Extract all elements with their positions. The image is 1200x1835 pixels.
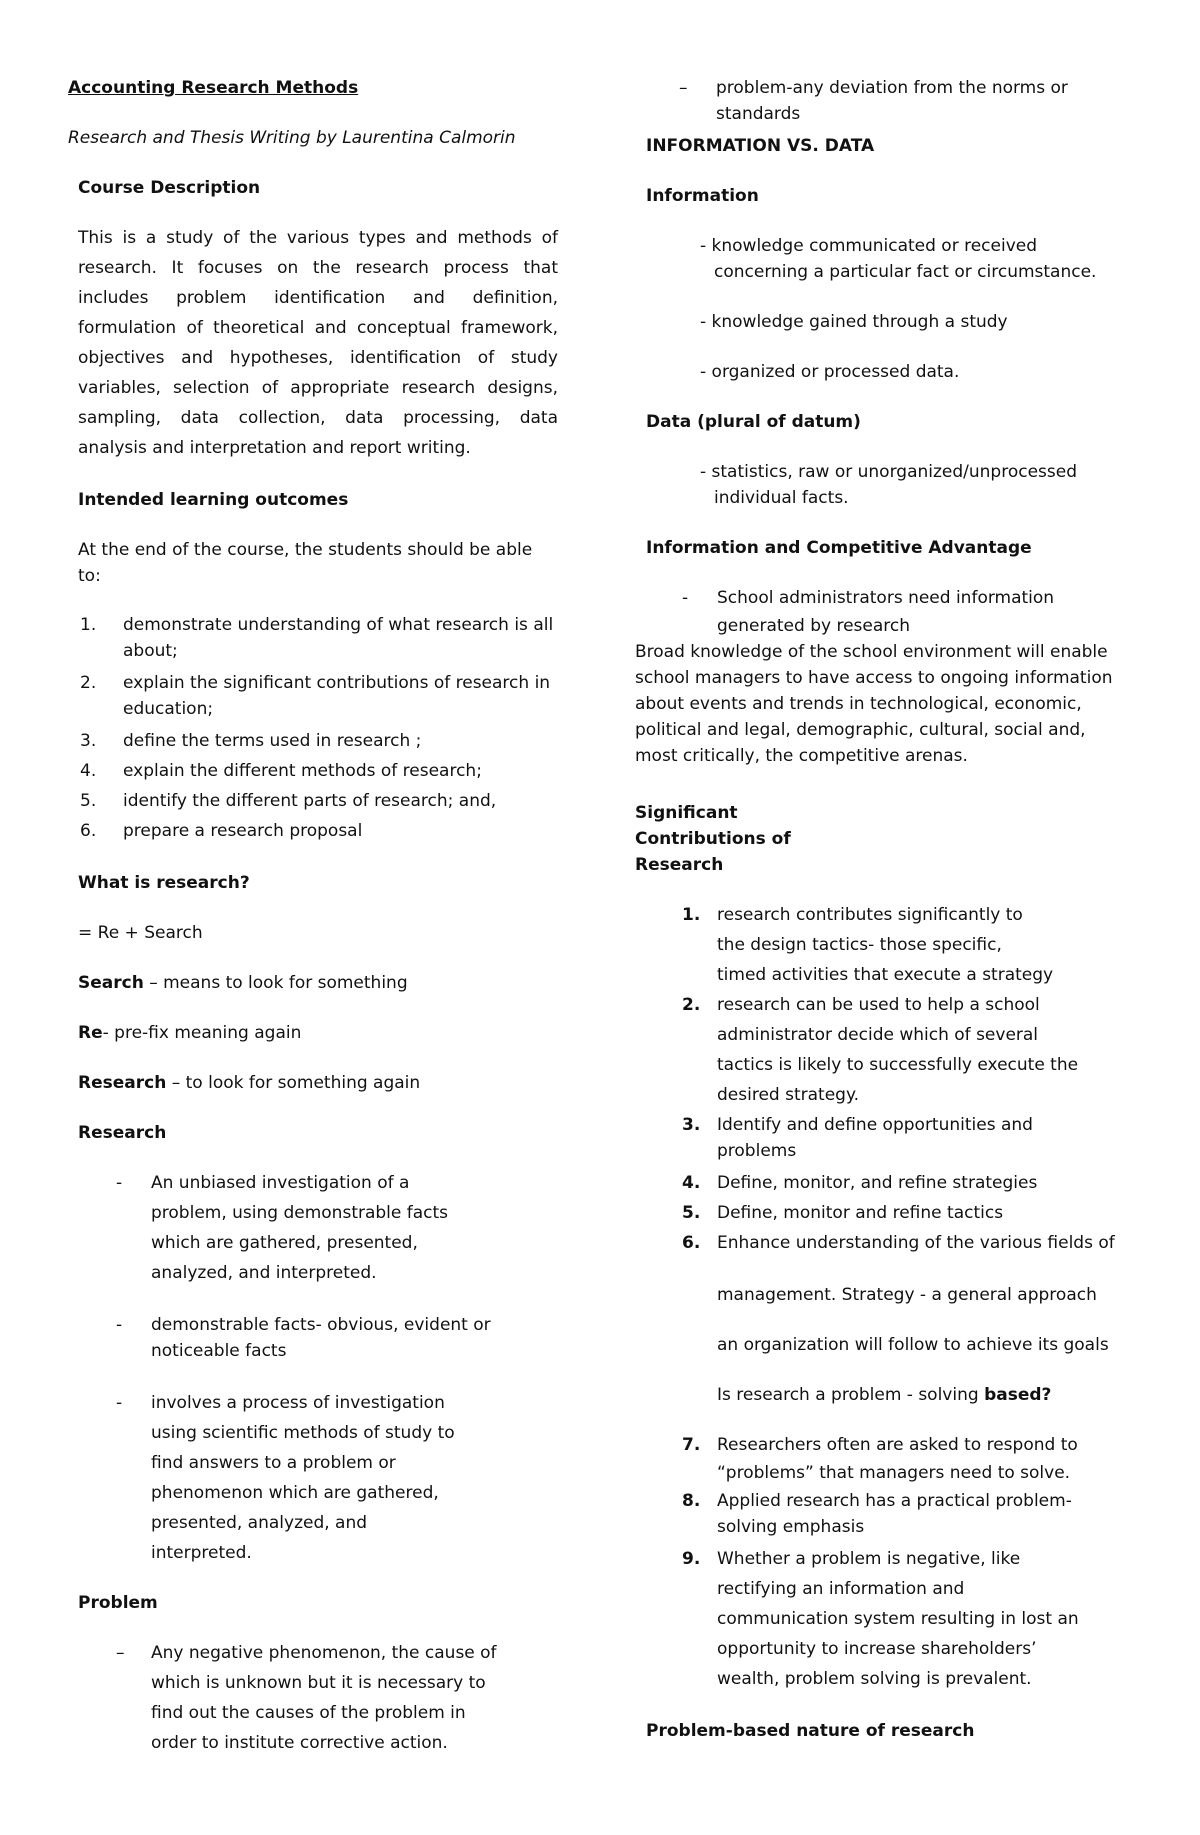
bullet-line: problem-any deviation from the norms or bbox=[716, 78, 1068, 98]
heading-line: Research bbox=[635, 855, 724, 875]
list-item: Define, monitor and refine tactics bbox=[717, 1203, 1004, 1223]
list-item: about; bbox=[123, 641, 178, 661]
definition: – means to look for something bbox=[143, 973, 408, 993]
data-heading: Data (plural of datum) bbox=[646, 412, 861, 432]
bullet-line: find out the causes of the problem in bbox=[151, 1703, 466, 1723]
list-number: 6. bbox=[80, 821, 97, 841]
bullet-line: noticeable facts bbox=[151, 1341, 287, 1361]
organization-line: an organization will follow to achieve its goals bbox=[717, 1335, 1109, 1355]
paragraph-line: formulation of theoretical and conceptual framework, bbox=[78, 318, 558, 338]
document-subtitle: Research and Thesis Writing by Laurentina Calmorin bbox=[68, 128, 516, 148]
bullet-line: which are gathered, presented, bbox=[151, 1233, 418, 1253]
list-item: desired strategy. bbox=[717, 1085, 859, 1105]
bullet-line: using scientific methods of study to bbox=[151, 1423, 455, 1443]
list-item: demonstrate understanding of what research is all bbox=[123, 615, 554, 635]
term: Research bbox=[78, 1073, 167, 1093]
course-description-heading: Course Description bbox=[78, 178, 261, 198]
ilo-intro-line: At the end of the course, the students should be able bbox=[78, 540, 533, 560]
bullet-line: analyzed, and interpreted. bbox=[151, 1263, 377, 1283]
dash-bullet: – bbox=[679, 78, 688, 98]
bullet-line: problem, using demonstrable facts bbox=[151, 1203, 449, 1223]
list-number: 1. bbox=[80, 615, 97, 635]
bullet-line: interpreted. bbox=[151, 1543, 252, 1563]
paragraph-line: about events and trends in technological, economic, bbox=[635, 694, 1082, 714]
document-title: Accounting Research Methods bbox=[68, 78, 359, 98]
re-search-formula: = Re + Search bbox=[78, 923, 203, 943]
paragraph-line: research. It focuses on the research process that bbox=[78, 258, 558, 278]
list-item: “problems” that managers need to solve. bbox=[717, 1463, 1071, 1483]
list-item: tactics is likely to successfully execute the bbox=[717, 1055, 1079, 1075]
what-is-research-heading: What is research? bbox=[78, 873, 250, 893]
heading-line: Contributions of bbox=[635, 829, 791, 849]
bullet-line: order to institute corrective action. bbox=[151, 1733, 448, 1753]
dash-bullet: – bbox=[116, 1643, 125, 1663]
list-number: 9. bbox=[682, 1549, 701, 1569]
list-item: define the terms used in research ; bbox=[123, 731, 422, 751]
list-item: research contributes significantly to bbox=[717, 905, 1023, 925]
search-definition bbox=[78, 973, 408, 994]
list-item: Identify and define opportunities and bbox=[717, 1115, 1033, 1135]
paragraph-line: analysis and interpretation and report writing. bbox=[78, 438, 471, 458]
ica-heading: Information and Competitive Advantage bbox=[646, 538, 1032, 558]
question-bold: based? bbox=[984, 1385, 1052, 1405]
list-number: 2. bbox=[682, 995, 701, 1015]
list-number: 5. bbox=[80, 791, 97, 811]
list-number: 6. bbox=[682, 1233, 701, 1253]
information-heading: Information bbox=[646, 186, 759, 206]
term: Search bbox=[78, 973, 144, 993]
list-item: prepare a research proposal bbox=[123, 821, 363, 841]
bullet-line: School administrators need information bbox=[717, 588, 1055, 608]
list-item: explain the different methods of research; bbox=[123, 761, 482, 781]
list-item: the design tactics- those specific, bbox=[717, 935, 1002, 955]
problem-heading: Problem bbox=[78, 1593, 158, 1613]
definition: – to look for something again bbox=[166, 1073, 421, 1093]
paragraph-line: most critically, the competitive arenas. bbox=[635, 746, 968, 766]
bullet-line: presented, analyzed, and bbox=[151, 1513, 368, 1533]
paragraph-line: school managers to have access to ongoing information bbox=[635, 668, 1113, 688]
list-number: 1. bbox=[682, 905, 701, 925]
list-item: rectifying an information and bbox=[717, 1579, 965, 1599]
list-item: research can be used to help a school bbox=[717, 995, 1040, 1015]
list-number: 2. bbox=[80, 673, 97, 693]
list-number: 4. bbox=[80, 761, 97, 781]
list-number: 3. bbox=[682, 1115, 701, 1135]
ilo-heading: Intended learning outcomes bbox=[78, 490, 349, 510]
list-item: problems bbox=[717, 1141, 797, 1161]
list-item: opportunity to increase shareholders’ bbox=[717, 1639, 1037, 1659]
management-line: management. Strategy - a general approach bbox=[717, 1285, 1097, 1305]
info-vs-data-heading: INFORMATION VS. DATA bbox=[646, 136, 875, 156]
list-item: education; bbox=[123, 699, 214, 719]
dash-bullet: - bbox=[116, 1315, 123, 1335]
list-item: - knowledge gained through a study bbox=[700, 312, 1008, 332]
list-item: - organized or processed data. bbox=[700, 362, 960, 382]
dash-bullet: - bbox=[682, 588, 689, 608]
list-item: solving emphasis bbox=[717, 1517, 865, 1537]
list-item: concerning a particular fact or circumstance. bbox=[714, 262, 1097, 282]
list-number: 3. bbox=[80, 731, 97, 751]
paragraph-line: includes problem identification and definition, bbox=[78, 288, 558, 308]
dash-bullet: - bbox=[116, 1393, 123, 1413]
bullet-line: standards bbox=[716, 104, 801, 124]
paragraph-line: This is a study of the various types and methods of bbox=[78, 228, 558, 248]
paragraph-line: sampling, data collection, data processing, data bbox=[78, 408, 558, 428]
list-item: explain the significant contributions of research in bbox=[123, 673, 551, 693]
research-definition bbox=[78, 1073, 420, 1094]
bullet-line: demonstrable facts- obvious, evident or bbox=[151, 1315, 491, 1335]
question-text: Is research a problem - solving bbox=[717, 1385, 985, 1405]
list-item: Enhance understanding of the various fields of bbox=[717, 1233, 1115, 1253]
paragraph-line: Broad knowledge of the school environment will enable bbox=[635, 642, 1108, 662]
re-definition bbox=[78, 1023, 301, 1044]
list-item: - knowledge communicated or received bbox=[700, 236, 1038, 256]
list-item: Whether a problem is negative, like bbox=[717, 1549, 1021, 1569]
paragraph-line: political and legal, demographic, cultural, social and, bbox=[635, 720, 1086, 740]
definition: - pre-fix meaning again bbox=[102, 1023, 302, 1043]
bullet-line: which is unknown but it is necessary to bbox=[151, 1673, 486, 1693]
list-item: Researchers often are asked to respond to bbox=[717, 1435, 1078, 1455]
ilo-intro-line: to: bbox=[78, 566, 101, 586]
term: Re bbox=[78, 1023, 103, 1043]
list-item: timed activities that execute a strategy bbox=[717, 965, 1054, 985]
is-research-question bbox=[717, 1385, 1051, 1406]
research-heading: Research bbox=[78, 1123, 167, 1143]
list-number: 4. bbox=[682, 1173, 701, 1193]
bullet-line: involves a process of investigation bbox=[151, 1393, 445, 1413]
heading-line: Significant bbox=[635, 803, 738, 823]
bullet-line: phenomenon which are gathered, bbox=[151, 1483, 439, 1503]
list-item: - statistics, raw or unorganized/unprocessed bbox=[700, 462, 1078, 482]
list-item: administrator decide which of several bbox=[717, 1025, 1039, 1045]
paragraph-line: objectives and hypotheses, identification of study bbox=[78, 348, 558, 368]
dash-bullet: - bbox=[116, 1173, 123, 1193]
paragraph-line: variables, selection of appropriate research designs, bbox=[78, 378, 558, 398]
bullet-line: generated by research bbox=[717, 616, 911, 636]
bullet-line: find answers to a problem or bbox=[151, 1453, 396, 1473]
list-number: 7. bbox=[682, 1435, 701, 1455]
list-item: individual facts. bbox=[714, 488, 849, 508]
list-item: communication system resulting in lost an bbox=[717, 1609, 1079, 1629]
problem-based-nature-heading: Problem-based nature of research bbox=[646, 1721, 975, 1741]
bullet-line: Any negative phenomenon, the cause of bbox=[151, 1643, 497, 1663]
list-number: 8. bbox=[682, 1491, 701, 1511]
bullet-line: An unbiased investigation of a bbox=[151, 1173, 410, 1193]
list-item: identify the different parts of research; and, bbox=[123, 791, 497, 811]
list-number: 5. bbox=[682, 1203, 701, 1223]
list-item: wealth, problem solving is prevalent. bbox=[717, 1669, 1032, 1689]
list-item: Define, monitor, and refine strategies bbox=[717, 1173, 1038, 1193]
list-item: Applied research has a practical problem- bbox=[717, 1491, 1072, 1511]
